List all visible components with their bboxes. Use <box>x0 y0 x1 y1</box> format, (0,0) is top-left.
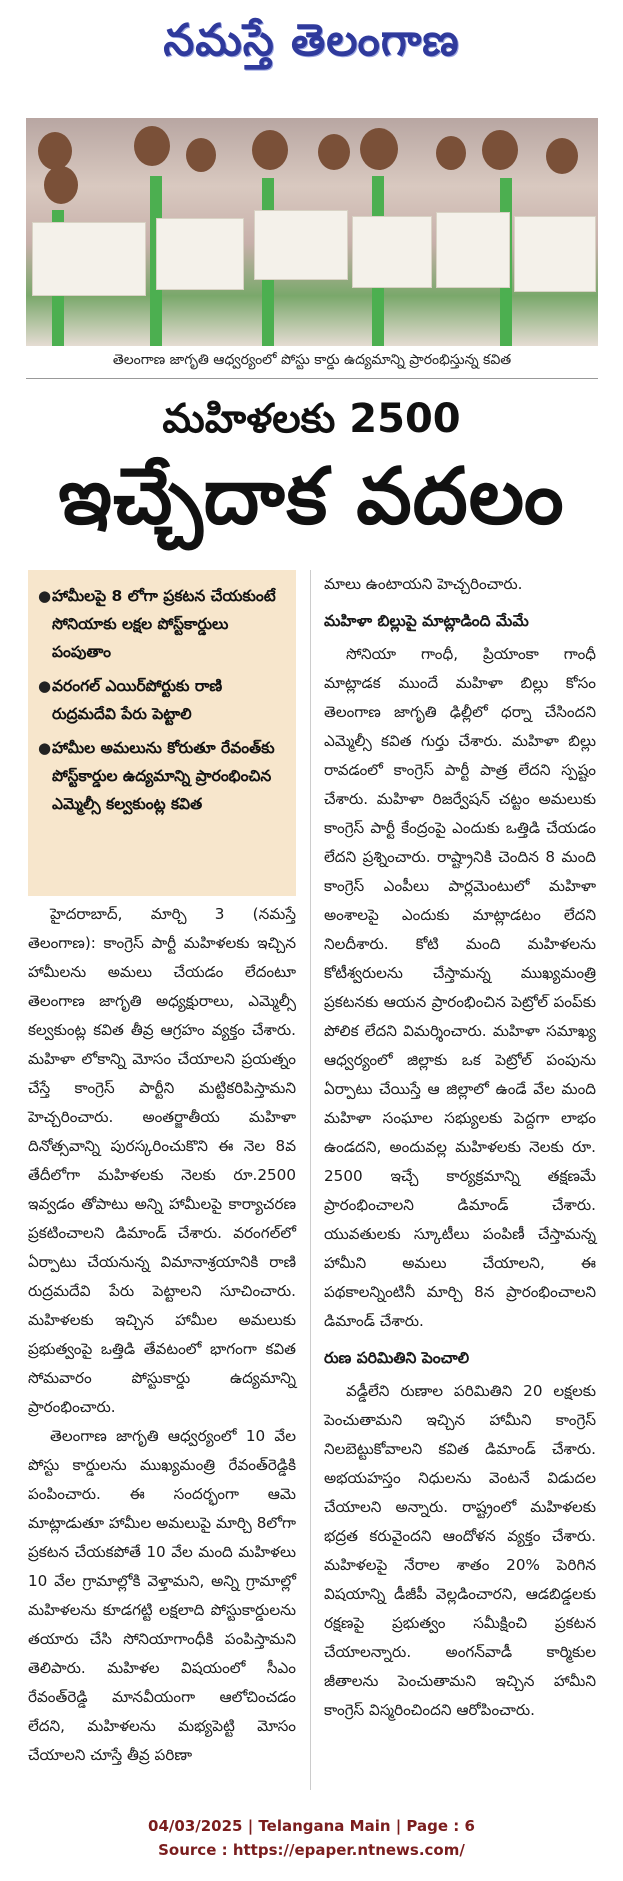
article-right-column <box>324 570 596 1725</box>
highlight-item: ● వరంగల్ ఎయిర్‌పోర్టుకు రాణి రుద్రమదేవి పేరు పెట్టాలి <box>38 672 286 728</box>
section-title: రుణ పరిమితిని పెంచాలి <box>324 1349 470 1367</box>
highlight-item: ● హామీలపై 8 లోగా ప్రకటన చేయకుంటే సోనియాకు లక్షల పోస్ట్‌కార్డులు పంపుతాం <box>38 582 286 666</box>
bullet-icon: ● <box>38 587 52 605</box>
article-paragraph: మాలు ఉంటాయని హెచ్చరించారు. <box>324 575 523 593</box>
headline: ఇచ్చేదాక వదలం <box>58 452 565 542</box>
article-paragraph: సోనియా గాంధీ, ప్రియాంకా గాంధీ మాట్లాడక ముందే మహిళా బిల్లు కోసం తెలంగాణ జాగృతి ఢిల్లీలో ధర్నా చేసిందని ఎమ్మెల్సీ కవిత గుర్తు చేశారు. మహిళా బిల్లు రావడంలో కాంగ్రెస్ పార్టీ పాత్ర లేదని స్పష్టం చేశారు. మహిళా రిజర్వేషన్ చట్టం అమలుకు కాంగ్రెస్ పార్టీ కేంద్రంపై ఎందుకు ఒత్తిడి చేయడం లేదని ప్రశ్నించారు. రాష్ట్రానికి చెందిన 8 మంది కాంగ్రెస్ ఎంపీలు పార్లమెంటులో మహిళా అంశాలపై ఎందుకు మాట్లాడటం లేదని నిలదీశారు. కోటి మంది మహిళలను కోటీశ్వరులను చేస్తామన్న ముఖ్యమంత్రి ప్రకటనకు ఆయన ప్రారంభించిన పెట్రోల్ పంప్‌కు పోలిక లేదని విమర్శించారు. మహిళా సమాఖ్య ఆధ్వర్యంలో జిల్లాకు ఒక పెట్రోల్ పంపును ఏర్పాటు చేయిస్తే ఆ జిల్లాలో ఉండే వేల మంది మహిళా సంఘాల సభ్యులకు పెద్దగా లాభం ఉండదని, అందువల్ల మహిళలకు నెలకు రూ. 2500 ఇచ్చే కార్యక్రమాన్ని తక్షణమే ప్రారంభించాలని డిమాండ్ చేశారు. యువతులకు స్కూటీలు పంపిణీ చేస్తామన్న హామీని అమలు చేయాలని, ఈ పథకాలన్నింటినీ మార్చి 8న ప్రారంభించాలని డిమాండ్ చేశారు. <box>324 645 596 1330</box>
edition-info: 04/03/2025 | Telangana Main | Page : 6 <box>148 1817 475 1835</box>
highlight-item: ● హామీల అమలును కోరుతూ రేవంత్‌కు పోస్ట్‌కార్డుల ఉద్యమాన్ని ప్రారంభించిన ఎమ్మెల్సీ కల్వకుంట్ల కవిత <box>38 734 286 818</box>
section-title: మహిళా బిల్లుపై మాట్లాడింది మేమే <box>324 612 529 630</box>
bullet-icon: ● <box>38 739 52 757</box>
newspaper-title: నమస్తే తెలంగాణ <box>163 15 460 66</box>
caption-rule <box>26 378 598 379</box>
highlights-box <box>28 570 296 896</box>
bullet-icon: ● <box>38 677 52 695</box>
article-paragraph: తెలంగాణ జాగృతి ఆధ్వర్యంలో 10 వేల పోస్టు కార్డులను ముఖ్యమంత్రి రేవంత్‌రెడ్డికి పంపించారు. ఈ సందర్భంగా ఆమె మాట్లాడుతూ హామీల అమలుపై మార్చి 8లోగా ప్రకటన చేయకపోతే 10 వేల మంది మహిళలు 10 వేల గ్రామాల్లోకి వెళ్తామని, అన్ని గ్రామాల్లో మహిళలను కూడగట్టి లక్షలాది పోస్టుకార్డులను తయారు చేసి సోనియాగాంధీకి పంపిస్తామని తెలిపారు. మహిళల విషయంలో సీఎం రేవంత్‌రెడ్డి మానవీయంగా ఆలోచించడం లేదని, మహిళలను మభ్యపెట్టి మోసం చేయాలని చూస్తే తీవ్ర పరిణా <box>28 1427 296 1764</box>
column-divider <box>310 570 311 1790</box>
article-left-column <box>28 900 296 1770</box>
source-link[interactable]: Source : https://epaper.ntnews.com/ <box>158 1841 465 1859</box>
photo-caption: తెలంగాణ జాగృతి ఆధ్వర్యంలో పోస్టు కార్డు ఉద్యమాన్ని ప్రారంభిస్తున్న కవిత <box>112 352 512 368</box>
footer <box>0 1814 623 1862</box>
article-paragraph: హైదరాబాద్, మార్చి 3 (నమస్తే తెలంగాణ): కాంగ్రెస్ పార్టీ మహిళలకు ఇచ్చిన హామీలను అమలు చేయడం లేదంటూ తెలంగాణ జాగృతి అధ్యక్షురాలు, ఎమ్మెల్సీ కల్వకుంట్ల కవిత తీవ్ర ఆగ్రహం వ్యక్తం చేశారు. మహిళా లోకాన్ని మోసం చేయాలని ప్రయత్నం చేస్తే కాంగ్రెస్ పార్టీని మట్టికరిపిస్తామని హెచ్చరించారు. అంతర్జాతీయ మహిళా దినోత్సవాన్ని పురస్కరించుకొని ఈ నెల 8వ తేదీలోగా మహిళలకు నెలకు రూ.2500 ఇవ్వడం తోపాటు అన్ని హామీలపై కార్యాచరణ ప్రకటించాలని డిమాండ్ చేశారు. వరంగల్‌లో ఏర్పాటు చేయనున్న విమానాశ్రయానికి రాణి రుద్రమదేవి పేరు పెట్టాలని సూచించారు. మహిళలకు ఇచ్చిన హామీల అమలుకు ప్రభుత్వంపై ఒత్తిడి తేవటంలో భాగంగా కవిత సోమవారం పోస్టుకార్డు ఉద్యమాన్ని ప్రారంభించారు. <box>28 905 296 1416</box>
subheadline: మహిళలకు 2500 <box>162 396 461 442</box>
masthead <box>0 0 623 92</box>
article-paragraph: వడ్డీలేని రుణాల పరిమితిని 20 లక్షలకు పెంచుతామని ఇచ్చిన హామీని కాంగ్రెస్ నిలబెట్టుకోవాలని కవిత డిమాండ్ చేశారు. అభయహస్తం నిధులను వెంటనే విడుదల చేయాలని అన్నారు. రాష్ట్రంలో మహిళలకు భద్రత కరువైందని ఆందోళన వ్యక్తం చేశారు. మహిళలపై నేరాల శాతం 20% పెరిగిన విషయాన్ని డీజీపీ వెల్లడించారని, ఆడబిడ్డలకు రక్షణపై ప్రభుత్వం సమీక్షించి ప్రకటన చేయాలన్నారు. అంగన్‌వాడీ కార్మికుల జీతాలను పెంచుతామని ఇచ్చిన హామీని కాంగ్రెస్ విస్మరించిందని ఆరోపించారు. <box>324 1382 596 1719</box>
news-photo <box>26 118 598 346</box>
